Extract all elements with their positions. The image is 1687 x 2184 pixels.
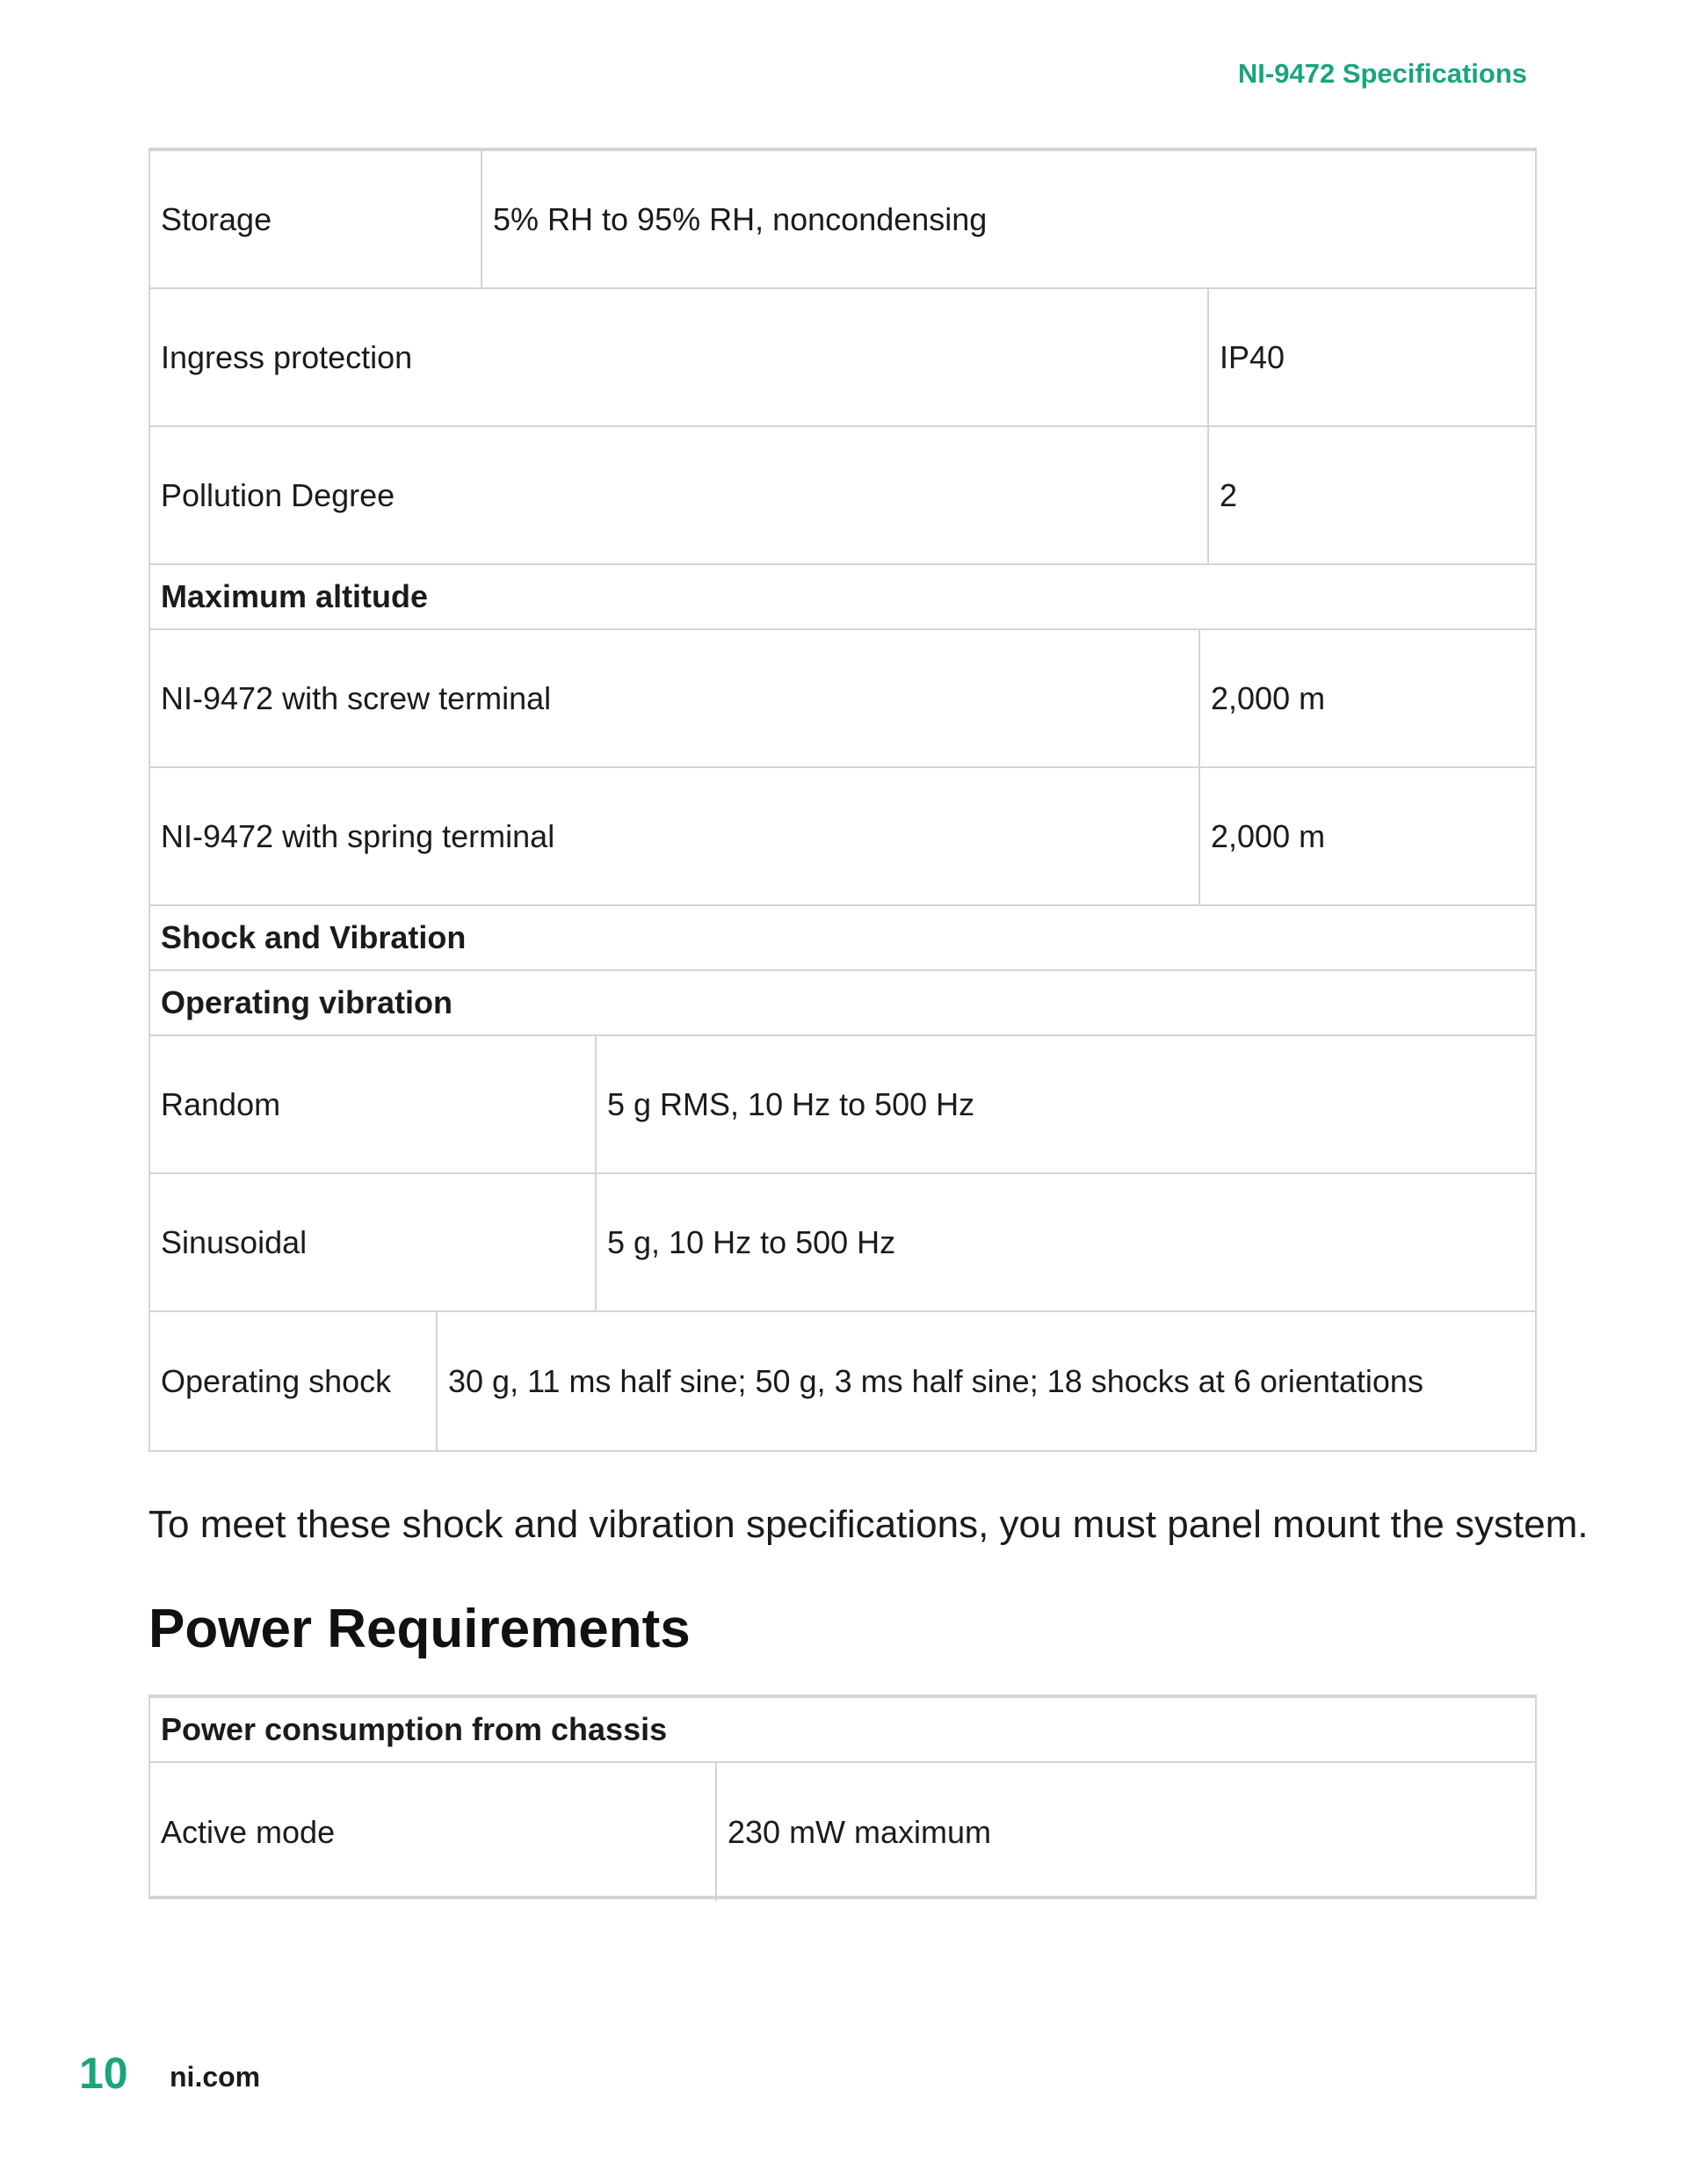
spec-value: 5% RH to 95% RH, noncondensing [481, 151, 1535, 287]
table-row [150, 630, 1535, 768]
environmental-spec-table [148, 148, 1537, 1452]
spec-value: 230 mW maximum [715, 1763, 1535, 1901]
spec-value: 5 g, 10 Hz to 500 Hz [595, 1174, 1535, 1310]
spec-label: NI-9472 with screw terminal [161, 679, 552, 716]
spec-value: 2,000 m [1198, 768, 1535, 904]
spec-label: Ingress protection [161, 338, 413, 375]
table-section-heading-row [150, 906, 1535, 971]
spec-label: NI-9472 with spring terminal [161, 817, 555, 854]
table-section-heading-row [150, 565, 1535, 630]
table-row [150, 1036, 1535, 1174]
spec-label: Operating shock [161, 1362, 392, 1399]
spec-label: Pollution Degree [161, 476, 395, 513]
spec-value: 5 g RMS, 10 Hz to 500 Hz [595, 1036, 1535, 1172]
spec-label: Sinusoidal [161, 1223, 308, 1260]
spec-value: 30 g, 11 ms half sine; 50 g, 3 ms half sine; 18 shocks at 6 orientations [436, 1312, 1535, 1450]
table-section-heading-row [150, 971, 1535, 1036]
spec-label: Random [161, 1085, 281, 1122]
table-row [150, 1312, 1535, 1450]
spec-value: 2,000 m [1198, 630, 1535, 766]
table-row [150, 151, 1535, 289]
section-heading: Operating vibration [161, 984, 453, 1020]
table-row [150, 1174, 1535, 1312]
table-row [150, 768, 1535, 906]
page-number: 10 [79, 2049, 128, 2098]
section-heading: Shock and Vibration [161, 919, 467, 955]
spec-value: 2 [1207, 427, 1535, 563]
spec-label: Storage [161, 200, 272, 237]
section-heading: Power consumption from chassis [161, 1711, 668, 1747]
table-row [150, 1763, 1535, 1901]
mounting-note: To meet these shock and vibration specifications, you must panel mount the system. [148, 1503, 1589, 1546]
power-spec-table [148, 1694, 1537, 1899]
power-requirements-heading: Power Requirements [148, 1599, 691, 1659]
table-section-heading-row [150, 1698, 1535, 1763]
footer-site-link: ni.com [170, 2061, 261, 2093]
document-header-title: NI-9472 Specifications [1237, 58, 1527, 89]
spec-label: Active mode [161, 1813, 336, 1850]
spec-value: IP40 [1207, 289, 1535, 425]
table-row [150, 289, 1535, 427]
section-heading: Maximum altitude [161, 578, 429, 614]
table-row [150, 427, 1535, 565]
